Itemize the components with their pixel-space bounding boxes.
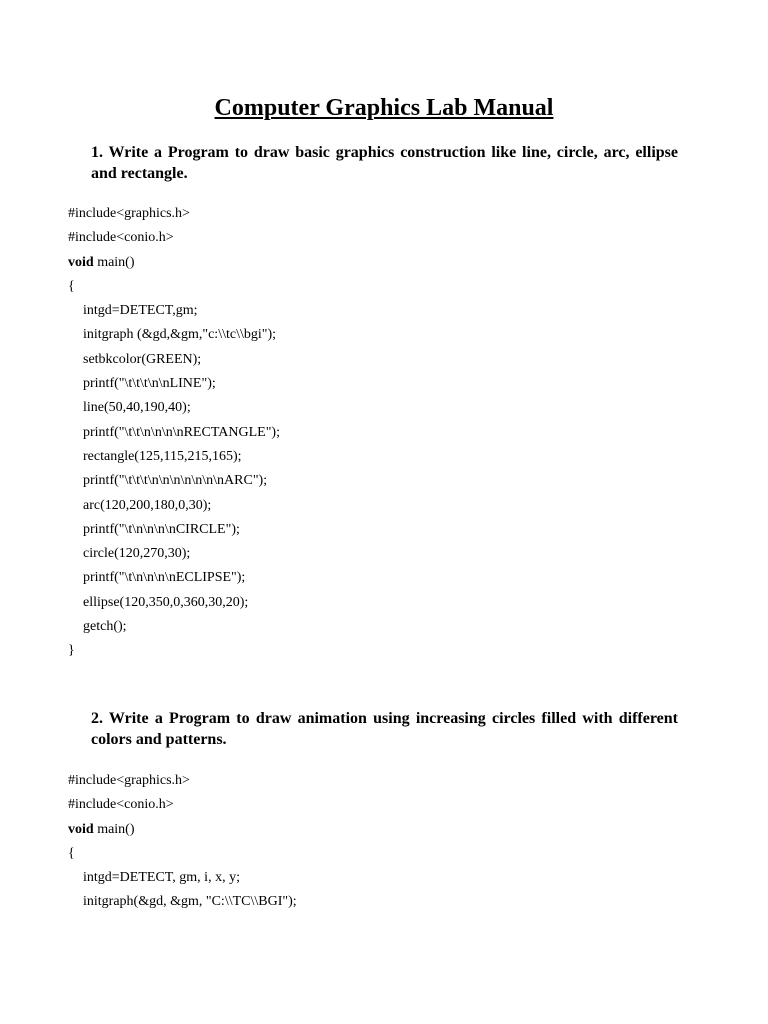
code-text: main() [93,821,135,837]
code-text: ellipse(120,350,0,360,30,20); [83,594,249,610]
code-line [68,793,297,817]
code-text: initgraph(&gd, &gm, "C:\\TC\\BGI"); [83,894,297,910]
code-text: printf("\t\t\t\n\n\n\n\n\n\nARC"); [83,473,268,489]
code-line [68,818,297,842]
question-1-heading: 1. Write a Program to draw basic graphics construction like line, circle, arc, ellipse and rectangle. [91,144,678,182]
code-text: { [68,278,75,294]
code-block-1 [68,202,280,664]
code-text: main() [93,254,135,270]
code-line [68,323,280,347]
code-line [68,469,280,493]
code-line [68,890,297,914]
code-text: #include<conio.h> [68,797,174,813]
code-line [68,348,280,372]
code-text: printf("\t\t\n\n\n\nRECTANGLE"); [83,424,280,440]
code-line [68,396,280,420]
code-line [68,299,280,323]
code-line [68,421,280,445]
page-title: Computer Graphics Lab Manual [214,95,554,121]
code-keyword: void [68,254,94,270]
code-text: } [68,643,75,659]
code-line [68,202,280,226]
code-line [68,518,280,542]
code-text: #include<conio.h> [68,230,174,246]
code-text: { [68,845,75,861]
code-line [68,769,297,793]
code-text: intgd=DETECT, gm, i, x, y; [83,870,240,886]
code-line [68,494,280,518]
code-line [68,445,280,469]
code-line [68,866,297,890]
code-line [68,615,280,639]
code-text: circle(120,270,30); [83,546,191,562]
code-line [68,542,280,566]
code-line [68,842,297,866]
code-text: printf("\t\n\n\n\nECLIPSE"); [83,570,246,586]
code-text: #include<graphics.h> [68,773,190,788]
question-2-heading: 2. Write a Program to draw animation using increasing circles filled with different colors and patterns. [91,710,678,748]
code-text: setbkcolor(GREEN); [83,351,202,367]
code-text: printf("\t\t\t\n\nLINE"); [83,376,216,392]
code-text: arc(120,200,180,0,30); [83,497,212,513]
code-line [68,566,280,590]
code-text: printf("\t\n\n\n\nCIRCLE"); [83,521,240,537]
code-text: rectangle(125,115,215,165); [83,448,242,464]
code-text: line(50,40,190,40); [83,400,191,416]
code-line [68,275,280,299]
code-line [68,591,280,615]
code-keyword: void [68,821,94,837]
code-text: intgd=DETECT,gm; [83,303,198,319]
code-line [68,639,280,663]
code-line [68,251,280,275]
code-text: initgraph (&gd,&gm,"c:\\tc\\bgi"); [83,327,277,343]
code-line [68,226,280,250]
code-text: #include<graphics.h> [68,206,190,221]
code-line [68,372,280,396]
code-block-2 [68,769,297,915]
code-text: getch(); [83,619,127,635]
